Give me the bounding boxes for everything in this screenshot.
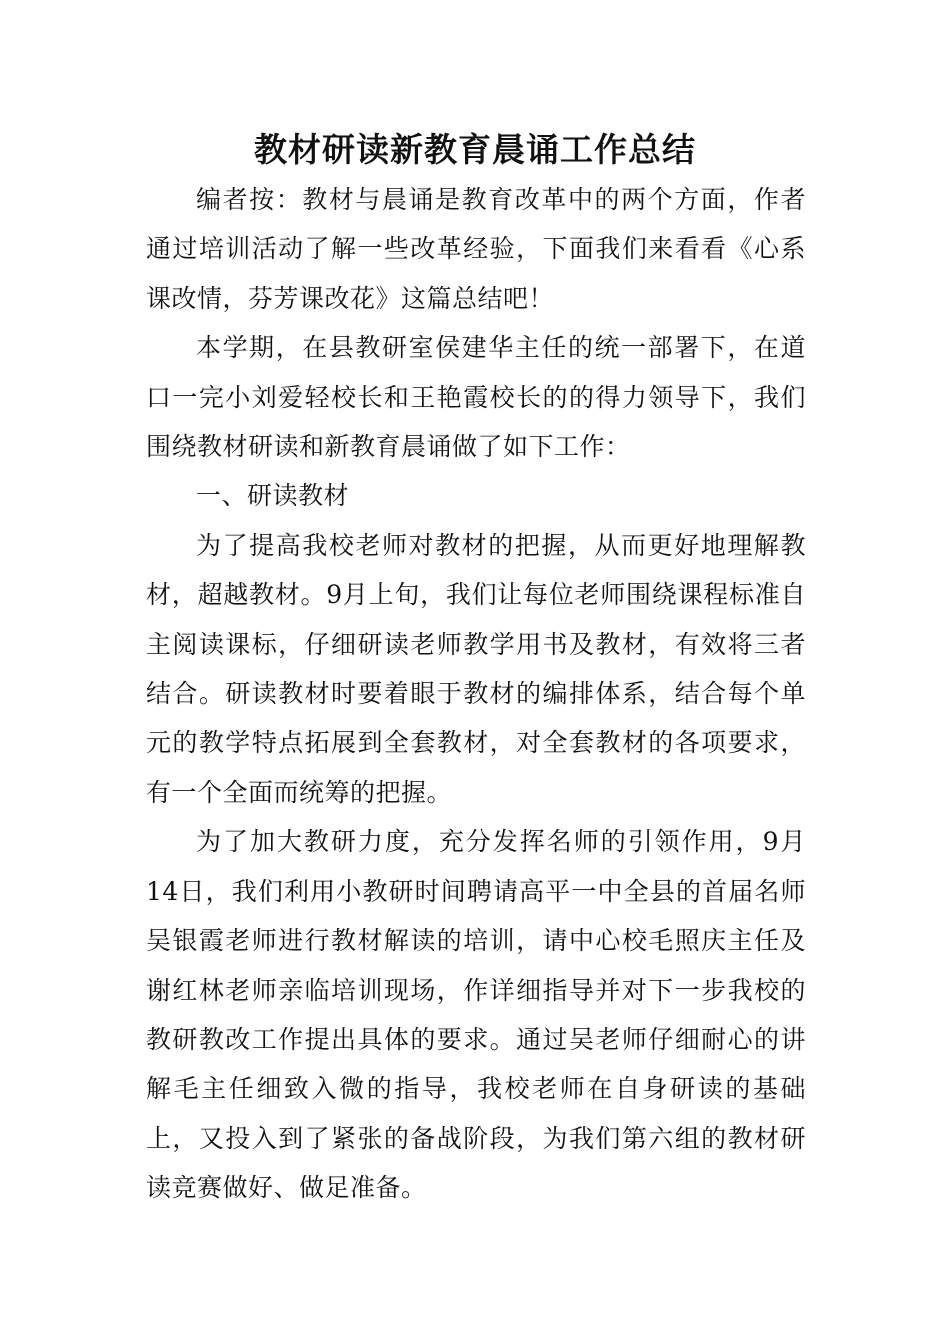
body-paragraph: 为了加大教研力度，充分发挥名师的引领作用，9月14日，我们利用小教研时间聘请高平一中全县的首届名师吴银霞老师进行教材解读的培训，请中心校毛照庆主任及谢红林老师亲临培训现场，作详细指导并对下一步我校的教研教改工作提出具体的要求。通过吴老师仔细耐心的讲解毛主任细致入微的指导，我校老师在自身研读的基础上，又投入到了紧张的备战阶段，为我们第六组的教材研读竞赛做好、做足准备。 [146,827,806,1203]
document-body [146,175,806,1213]
editor-note-paragraph: 编者按：教材与晨诵是教育改革中的两个方面，作者通过培训活动了解一些改革经验，下面我们来看看《心系课改情，芬芳课改花》这篇总结吧！ [146,185,806,313]
document-title: 教材研读新教育晨诵工作总结 [254,130,696,169]
section-heading: 一、研读教材 [196,481,350,511]
intro-paragraph: 本学期，在县教研室侯建华主任的统一部署下，在道口一完小刘爱轻校长和王艳霞校长的的得力领导下，我们围绕教材研读和新教育晨诵做了如下工作： [146,333,806,462]
body-paragraph: 为了提高我校老师对教材的把握，从而更好地理解教材，超越教材。9月上旬，我们让每位老师围绕课程标准自主阅读课标，仔细研读老师教学用书及教材，有效将三者结合。研读教材时要着眼于教材的编排体系，结合每个单元的教学特点拓展到全套教材，对全套教材的各项要求，有一个全面而统筹的把握。 [146,530,806,807]
